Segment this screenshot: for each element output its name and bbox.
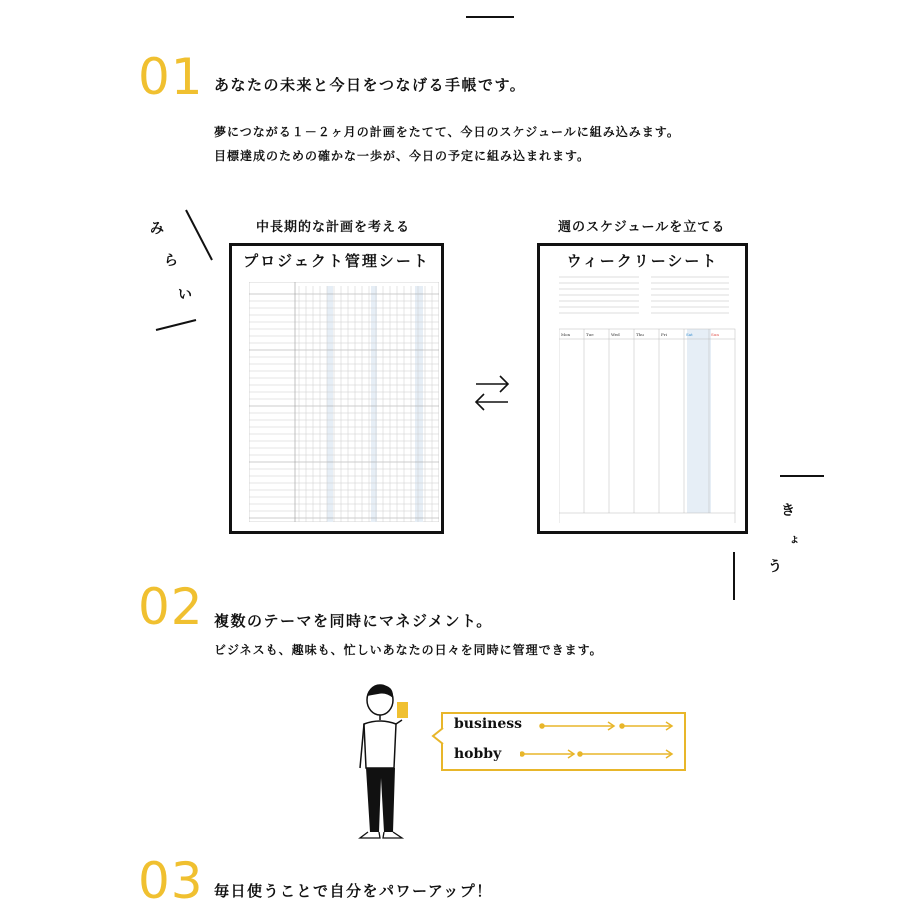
project-sheet-title: プロジェクト管理シート [243,252,430,270]
section1-text [214,120,680,168]
weekday-label: Sat [686,332,693,337]
kyou-char-2: ょ [789,532,800,545]
weekday-label: Sun [711,332,719,337]
project-sheet-grid [249,282,439,522]
weekly-sheet-grid [559,273,737,523]
section2-number: 02 [138,578,204,636]
section1-line-2: 目標達成のための確かな一歩が、今日の予定に組み込まれます。 [214,149,591,163]
section3-heading: 毎日使うことで自分をパワーアップ！ [214,882,493,900]
section2-heading: 複数のテーマを同時にマネジメント。 [214,612,493,630]
bubble-tail [430,726,444,746]
weekly-sheet [537,243,748,534]
weekday-label: Mon [561,332,571,337]
weekday-label: Tue [586,332,594,337]
right-caption: 週のスケジュールを立てる [558,220,726,235]
section1-line-1: 夢につながる１－２ヶ月の計画をたてて、今日のスケジュールに組み込みます。 [214,125,680,139]
bubble-label-business: business [454,716,523,732]
bubble-label-hobby: hobby [454,746,502,762]
weekday-label: Fri [661,332,667,337]
kyou-char-1: き [781,503,795,519]
mirai-lines [150,200,230,340]
section3-number: 03 [138,852,204,910]
bubble-timeline-arrows [520,716,680,766]
project-sheet [229,243,444,534]
kyou-lines [720,466,830,606]
left-caption: 中長期的な計画を考える [256,220,411,235]
kyou-char-3: う [768,559,782,575]
mirai-char-2: ら [164,253,178,269]
mirai-char-1: み [150,221,164,237]
person-illustration [350,682,430,842]
section1-heading: あなたの未来と今日をつなげる手帳です。 [214,76,527,94]
exchange-arrows-icon [472,372,512,414]
top-divider [466,16,514,18]
section1-number: 01 [138,48,204,106]
section2-text: ビジネスも、趣味も、忙しいあなたの日々を同時に管理できます。 [214,643,603,657]
weekly-sheet-title: ウィークリーシート [566,252,719,270]
weekday-label: Thu [636,332,644,337]
weekday-label: Wed [611,332,620,337]
mirai-char-3: い [178,287,192,303]
